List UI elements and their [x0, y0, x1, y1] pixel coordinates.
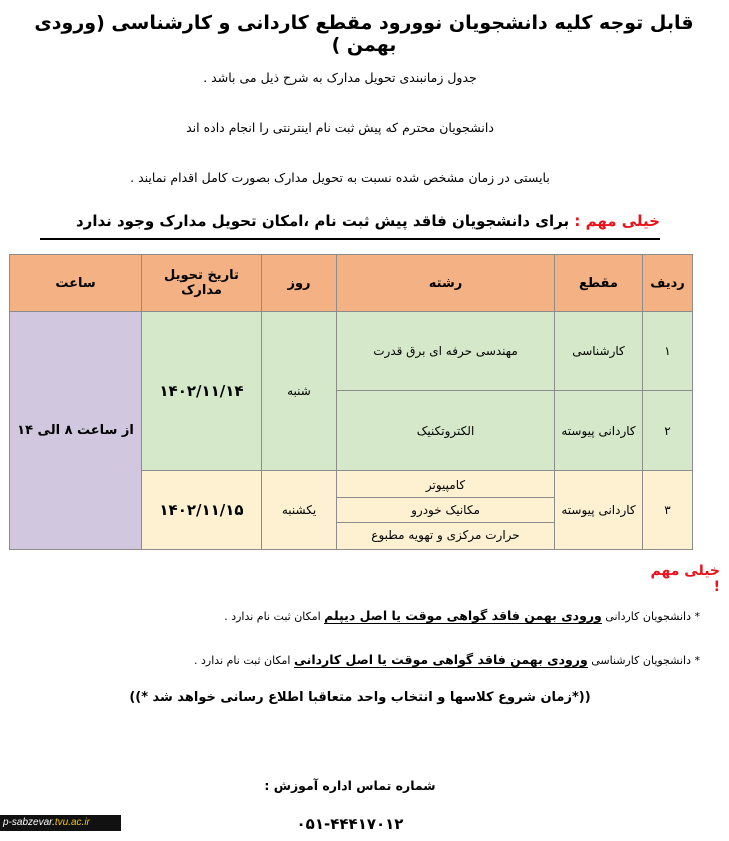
intro-line-2: دانشجویان محترم که پیش ثبت نام اینترنتی را انجام داده اند — [186, 120, 494, 135]
row-number: ۲ — [643, 391, 693, 471]
note-emphasis: ورودی بهمن فاقد گواهی موقت یا اصل کاردانی — [293, 652, 588, 667]
row-field: مهندسی حرفه ای برق قدرت — [337, 312, 555, 391]
final-notice: ((*زمان شروع کلاسها و انتخاب واحد متعاقبا اطلاع رسانی خواهد شد *)) — [129, 690, 591, 705]
header-day: روز — [262, 255, 337, 312]
note-line-2 — [140, 652, 700, 667]
note-prefix: * دانشجویان کاردانی — [601, 610, 700, 623]
header-hour: ساعت — [10, 255, 142, 312]
site-watermark — [0, 815, 121, 831]
field-item: مکانیک خودرو — [337, 498, 554, 523]
intro-line-1: جدول زمانبندی تحویل مدارک به شرح ذیل می باشد . — [203, 70, 477, 85]
warning-text: برای دانشجویان فاقد پیش ثبت نام ،امکان تحویل مدارک وجود ندارد — [75, 212, 570, 230]
warning-line — [40, 212, 660, 240]
header-row-number: ردیف — [643, 255, 693, 312]
row-level: کاردانی پیوسته — [555, 391, 643, 471]
contact-label: شماره تماس اداره آموزش : — [264, 778, 436, 793]
page-title: قابل توجه کلیه دانشجویان نوورود مقطع کاردانی و کارشناسی (ورودی بهمن ) — [34, 12, 694, 56]
day-cell: شنبه — [262, 312, 337, 471]
note-suffix: امکان ثبت نام ندارد . — [224, 610, 321, 623]
warning-label: خیلی مهم : — [574, 212, 660, 230]
row-field: الکتروتکنیک — [337, 391, 555, 471]
field-item: کامپیوتر — [337, 473, 554, 498]
watermark-prefix: p-sabzevar. — [3, 817, 55, 828]
date-cell: ۱۴۰۲/۱۱/۱۴ — [142, 312, 262, 471]
header-date: تاریخ تحویل مدارک — [142, 255, 262, 312]
header-level: مقطع — [555, 255, 643, 312]
note-prefix: * دانشجویان کارشناسی — [587, 654, 700, 667]
table-row — [10, 312, 693, 391]
date-cell: ۱۴۰۲/۱۱/۱۵ — [142, 471, 262, 550]
row-level: کارشناسی — [555, 312, 643, 391]
important-heading: خیلی مهم ! — [650, 563, 720, 595]
hours-cell: از ساعت ۸ الی ۱۴ — [10, 312, 142, 550]
note-suffix: امکان ثبت نام ندارد . — [194, 654, 291, 667]
watermark-domain: tvu.ac.ir — [54, 817, 90, 828]
field-item: حرارت مرکزی و تهویه مطبوع — [371, 528, 520, 542]
phone-number: ۰۵۱-۴۴۴۱۷۰۱۲ — [296, 815, 404, 833]
row-level: کاردانی پیوسته — [555, 471, 643, 550]
header-field: رشته — [337, 255, 555, 312]
row-number: ۳ — [643, 471, 693, 550]
intro-line-3: بایستی در زمان مشخص شده نسبت به تحویل مدارک بصورت کامل اقدام نمایند . — [130, 170, 550, 185]
schedule-table — [9, 254, 693, 550]
note-line-1 — [140, 608, 700, 623]
day-cell: یکشنبه — [262, 471, 337, 550]
row-field-group — [337, 471, 555, 550]
table-header-row — [10, 255, 693, 312]
row-number: ۱ — [643, 312, 693, 391]
note-emphasis: ورودی بهمن فاقد گواهی موقت یا اصل دیپلم — [324, 608, 602, 623]
